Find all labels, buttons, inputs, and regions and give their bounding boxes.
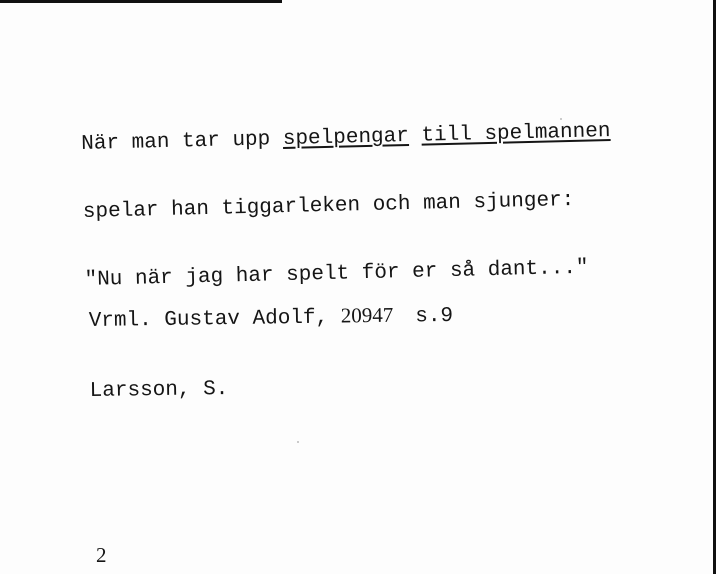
body-line-1-space <box>409 125 422 148</box>
collector-name: Larsson, S. <box>89 378 229 403</box>
location-text: Vrml. Gustav Adolf, <box>88 306 341 333</box>
reference-line-location <box>89 304 454 339</box>
underlined-word-spelpengar: spelpengar <box>282 124 410 152</box>
reference-block <box>88 262 455 453</box>
page-reference: s.9 <box>415 304 454 329</box>
page-number: 2 <box>96 543 107 567</box>
body-line-3: "Nu när jag har spelt för er så dant..." <box>84 256 589 292</box>
scan-speck <box>560 118 562 120</box>
scan-speck <box>297 441 299 443</box>
record-number: 20947 <box>340 302 394 328</box>
underlined-phrase-till-spelmannen: till spelmannen <box>421 120 611 148</box>
body-line-1-start: När man tar upp <box>81 128 284 156</box>
body-line-2: spelar han tiggarleken och man sjunger: <box>82 188 575 224</box>
body-line-1 <box>81 121 611 160</box>
scan-edge-top <box>0 0 282 3</box>
